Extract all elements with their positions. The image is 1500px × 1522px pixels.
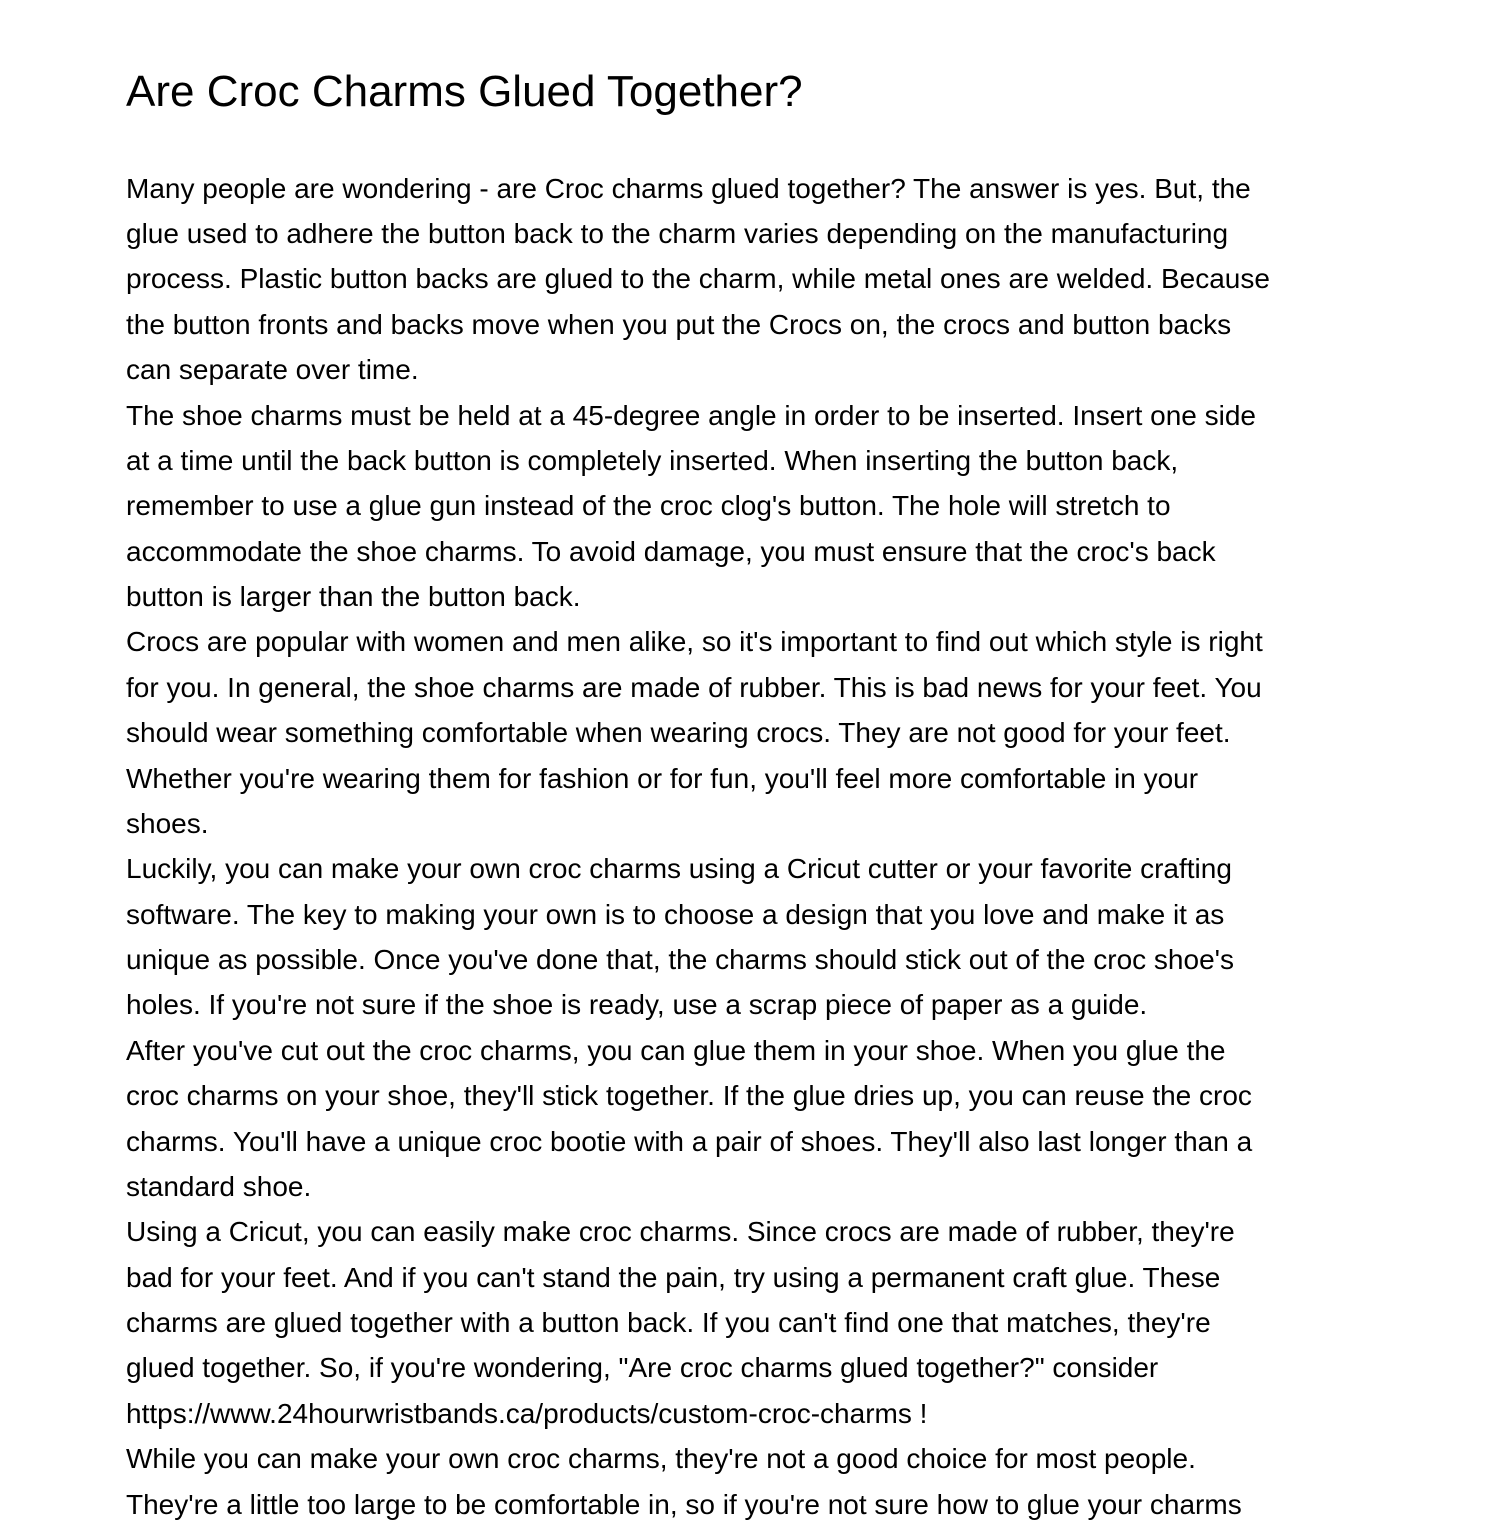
body-text-line: shoes. <box>126 808 209 839</box>
body-text-line: Luckily, you can make your own croc charms using a Cricut cutter or your favorite crafting <box>126 853 1232 884</box>
body-text-line: Many people are wondering - are Croc charms glued together? The answer is yes. But, the <box>126 173 1251 204</box>
body-text-line: Using a Cricut, you can easily make croc charms. Since crocs are made of rubber, they're <box>126 1216 1235 1247</box>
body-text-line: They're a little too large to be comfortable in, so if you're not sure how to glue your charms <box>126 1489 1242 1520</box>
body-text-line: can separate over time. <box>126 354 419 385</box>
body-text-line: glue used to adhere the button back to the charm varies depending on the manufacturing <box>126 218 1229 249</box>
body-text-line: https://www.24hourwristbands.ca/products/custom-croc-charms ! <box>126 1398 928 1429</box>
body-text-line: remember to use a glue gun instead of the croc clog's button. The hole will stretch to <box>126 490 1171 521</box>
body-text-line: Crocs are popular with women and men alike, so it's important to find out which style is right <box>126 626 1263 657</box>
body-text-line: Whether you're wearing them for fashion or for fun, you'll feel more comfortable in your <box>126 763 1199 794</box>
body-text-line: croc charms on your shoe, they'll stick together. If the glue dries up, you can reuse the croc <box>126 1080 1252 1111</box>
body-text-line: accommodate the shoe charms. To avoid damage, you must ensure that the croc's back <box>126 536 1216 567</box>
body-text-line: for you. In general, the shoe charms are made of rubber. This is bad news for your feet. You <box>126 672 1262 703</box>
body-text-line: The shoe charms must be held at a 45-degree angle in order to be inserted. Insert one side <box>126 400 1257 431</box>
body-text-line: bad for your feet. And if you can't stand the pain, try using a permanent craft glue. These <box>126 1262 1221 1293</box>
body-text-line: should wear something comfortable when wearing crocs. They are not good for your feet. <box>126 717 1231 748</box>
body-text-line: process. Plastic button backs are glued to the charm, while metal ones are welded. Because <box>126 263 1270 294</box>
body-text-line: button is larger than the button back. <box>126 581 581 612</box>
body-text-line: While you can make your own croc charms, they're not a good choice for most people. <box>126 1443 1196 1474</box>
body-text-line: After you've cut out the croc charms, you can glue them in your shoe. When you glue the <box>126 1035 1226 1066</box>
body-text-line: glued together. So, if you're wondering, "Are croc charms glued together?" consider <box>126 1352 1159 1383</box>
body-text-line: charms. You'll have a unique croc bootie with a pair of shoes. They'll also last longer than a <box>126 1126 1253 1157</box>
body-text-line: software. The key to making your own is to choose a design that you love and make it as <box>126 899 1225 930</box>
body-text-line: standard shoe. <box>126 1171 312 1202</box>
body-text-line: unique as possible. Once you've done that, the charms should stick out of the croc shoe's <box>126 944 1234 975</box>
body-text-line: holes. If you're not sure if the shoe is ready, use a scrap piece of paper as a guide. <box>126 989 1148 1020</box>
body-text-line: at a time until the back button is completely inserted. When inserting the button back, <box>126 445 1179 476</box>
body-text-line: charms are glued together with a button back. If you can't find one that matches, they're <box>126 1307 1211 1338</box>
body-text-line: the button fronts and backs move when you put the Crocs on, the crocs and button backs <box>126 309 1232 340</box>
page-title: Are Croc Charms Glued Together? <box>126 67 803 116</box>
